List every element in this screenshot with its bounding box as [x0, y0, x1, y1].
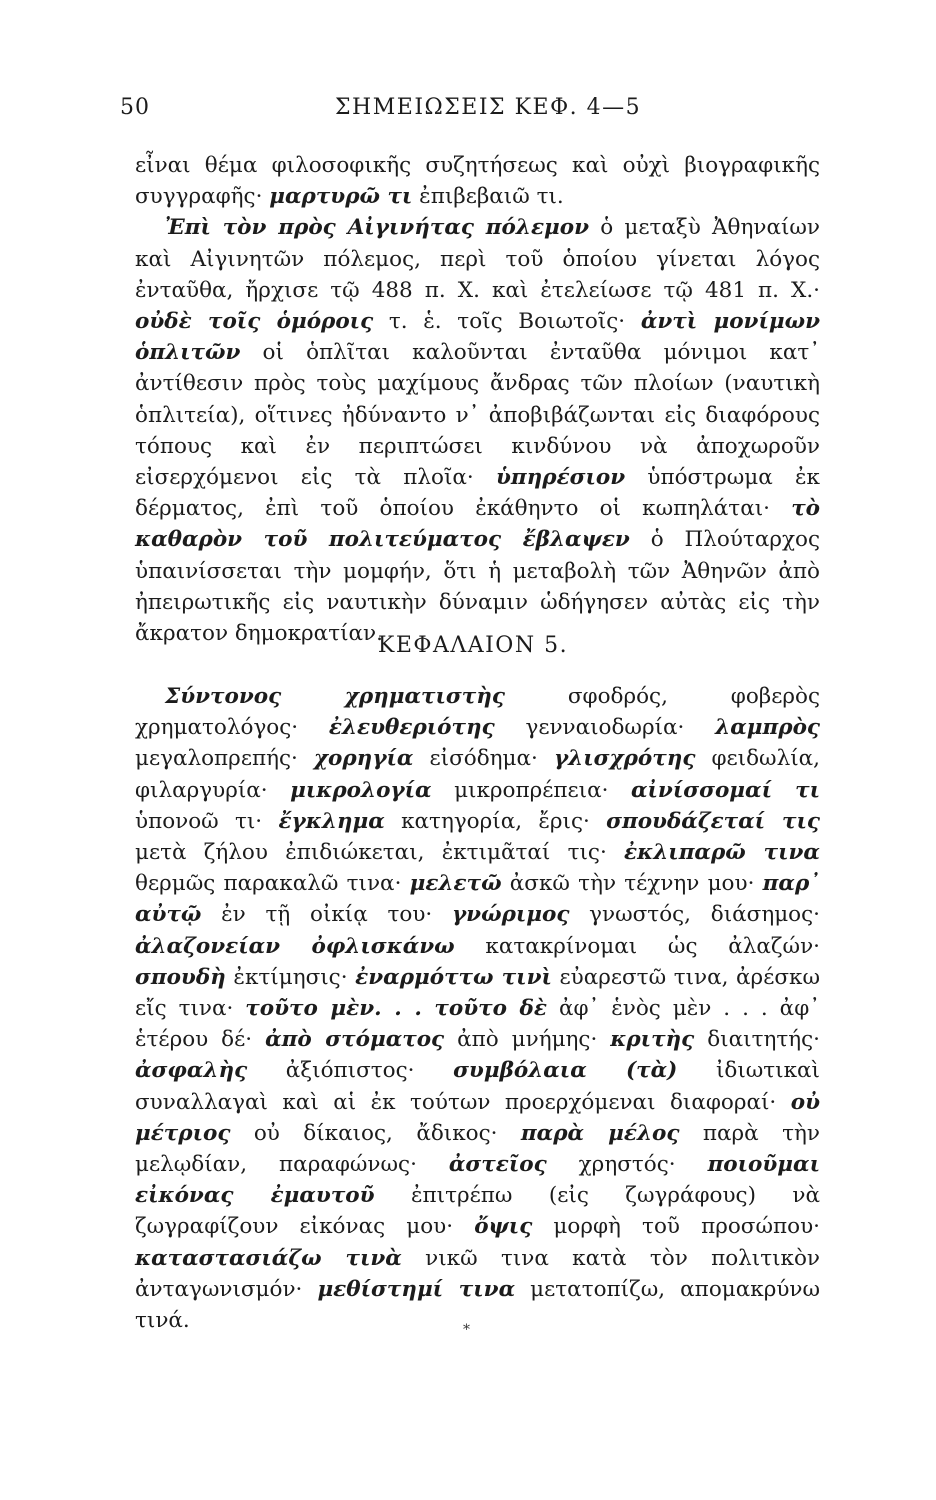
lemma: λαμπρὸς [715, 715, 820, 741]
lemma: οὐ μέτριος [135, 1089, 820, 1146]
lemma: Σύντονος χρηματιστὴς [165, 684, 505, 709]
lemma: οὐδὲ τοῖς ὁμόροις [135, 309, 374, 335]
lemma: ἐκλιπαρῶ τινα [624, 840, 820, 866]
lemma: αἰνίσσομαί τι [630, 777, 820, 803]
chapter-4-notes [135, 150, 820, 649]
glossary-paragraph: Σύντονος χρηματιστὴς σφοδρός, φοβερὸς χρηματολόγος· ἐλευθεριότης γενναιοδωρία· λαμπρὸς μεγαλοπρεπής· χορηγία εἰσόδημα· γλισχρότης φειδωλία, φιλαργυρία· μικρολογία μικροπρέπεια· αἰνίσσομαί τι ὑπονοῶ τι· ἔγκλημα κατηγορία, ἔρις· σπουδάζεταί τις μετὰ ζήλου ἐπιδιώκεται, ἐκτιμᾶταί τις· ἐκλιπαρῶ τινα θερμῶς παρακαλῶ τινα· μελετῶ ἀσκῶ τὴν τέχνην μου· παρ᾿ αὐτῷ ἐν τῇ οἰκίᾳ του· γνώριμος γνωστός, διάσημος· ἀλαζονείαν ὀφλισκάνω κατακρίνομαι ὡς ἀλαζών· σπουδὴ ἐκτίμησις· ἐναρμόττω τινὶ εὐαρεστῶ τινα, ἀρέσκω εἴς τινα· τοῦτο μὲν. . . τοῦτο δὲ ἀφ᾿ ἑνὸς μὲν . . . ἀφ᾿ ἑτέρου δέ· ἀπὸ στόματος ἀπὸ μνήμης· κριτὴς διαιτητής· ἀσφαλὴς ἀξιόπιστος· συμβόλαια (τὰ) ἰδιωτικαὶ συναλλαγαὶ καὶ αἱ ἐκ τούτων προερχόμεναι διαφοραί· οὐ μέτριος οὐ δίκαιος, ἄδικος· παρὰ μέλος παρὰ τὴν μελῳδίαν, παραφώνως· ἀστεῖος χρηστός· ποιοῦμαι εἰκόνας ἐμαυτοῦ ἐπιτρέπω (εἰς ζωγράφους) νὰ ζωγραφίζουν εἰκόνας μου· ὄψις μορφὴ τοῦ προσώπου· καταστασιάζω τινὰ νικῶ τινα κατὰ τὸν πολιτικὸν ἀνταγωνισμόν· μεθίστημί τινα μετατοπίζω, απομακρύνω τινά. [135, 684, 821, 1334]
lemma: Ἐπὶ τὸν πρὸς Αἰγινήτας πόλεμον [165, 215, 590, 241]
lemma: ἀντὶ μονίμων ὁπλιτῶν [135, 309, 820, 366]
page-number: 50 [120, 95, 150, 120]
chapter-title: ΚΕΦΑΛΑΙΟΝ 5. [377, 633, 569, 658]
lemma: σπουδὴ [135, 964, 226, 990]
lemma: καταστασιάζω τινὰ [135, 1245, 402, 1271]
lemma: παρὰ μέλος [520, 1120, 680, 1146]
note-paragraph-2: Ἐπὶ τὸν πρὸς Αἰγινήτας πόλεμον ὁ μεταξὺ Ἀθηναίων καὶ Αἰγινητῶν πόλεμος, περὶ τοῦ ὁποίου γίνεται λόγος ἐνταῦθα, ἤρχισε τῷ 488 π. Χ. καὶ ἐτελείωσε τῷ 481 π. Χ.· οὐδὲ τοῖς ὁμόροις τ. ἑ. τοῖς Βοιωτοῖς· ἀντὶ μονίμων ὁπλιτῶν οἱ ὁπλῖται καλοῦνται ἐνταῦθα μόνιμοι κατ᾿ ἀντίθεσιν πρὸς τοὺς μαχίμους ἄνδρας τῶν πλοίων (ναυτικὴ ὁπλιτεία), οἵτινες ἠδύναντο ν᾿ ἀποβιβάζωνται εἰς διαφόρους τόπους καὶ ἐν περιπτώσει κινδύνου νὰ ἀποχωροῦν εἰσερχόμενοι εἰς τὰ πλοῖα· ὑπηρέσιον ὑπόστρωμα ἐκ δέρματος, ἐπὶ τοῦ ὁποίου ἐκάθηντο οἱ κωπηλάται· τὸ καθαρὸν τοῦ πολιτεύματος ἔβλαψεν ὁ Πλούταρχος ὑπαινίσσεται τὴν μομφήν, ὅτι ἡ μεταβολὴ τῶν Ἀθηνῶν ἀπὸ ἠπειρωτικῆς εἰς ναυτικὴν δύναμιν ὡδήγησεν αὐτὰς εἰς τὴν ἄκρατον δημοκρατίαν. [135, 215, 820, 647]
lemma: παρ᾿ αὐτῷ [135, 871, 820, 928]
lemma: ἀλαζονείαν ὀφλισκάνω [135, 933, 455, 959]
lemma: χορηγία [313, 746, 414, 772]
lemma: σπουδάζεταί τις [606, 808, 820, 834]
lemma: ἀπὸ στόματος [265, 1027, 445, 1053]
lemma: μεθίστημί τινα [317, 1276, 516, 1302]
lemma: ἐναρμόττω τινὶ [355, 964, 552, 990]
lemma: ἀστεῖος [448, 1152, 547, 1178]
lemma: τὸ καθαρὸν τοῦ πολιτεύματος ἔβλαψεν [135, 496, 820, 553]
lemma: γλισχρότης [553, 746, 696, 772]
lemma: ὑπηρέσιον [496, 465, 626, 491]
note-paragraph-1: εἶναι θέμα φιλοσοφικῆς συζητήσεως καὶ οὐχὶ βιογραφικῆς συγγραφῆς· μαρτυρῶ τι ἐπιβεβαιῶ τι. [135, 153, 820, 210]
lemma: ἀσφαλὴς [135, 1058, 248, 1084]
lemma: ὄψις [474, 1214, 533, 1240]
lemma: συμβόλαια (τὰ) [453, 1058, 678, 1084]
lemma: τοῦτο μὲν. . . τοῦτο δὲ [245, 996, 547, 1022]
lemma: μελετῶ [409, 871, 502, 897]
page-header [120, 95, 820, 135]
lemma: ἔγκλημα [278, 808, 385, 834]
lemma: κριτὴς [610, 1027, 695, 1053]
chapter-5-glossary [135, 681, 820, 1336]
page-mark: * [463, 1322, 470, 1338]
lemma: ἐλευθεριότης [328, 715, 495, 741]
lemma: ποιοῦμαι εἰκόνας ἐμαυτοῦ [135, 1152, 820, 1209]
lemma: μαρτυρῶ τι [269, 184, 413, 210]
lemma: γνώριμος [451, 902, 570, 928]
running-head: ΣΗΜΕΙΩΣΕΙΣ ΚΕΦ. 4—5 [335, 95, 642, 120]
lemma: μικρολογία [290, 777, 432, 803]
